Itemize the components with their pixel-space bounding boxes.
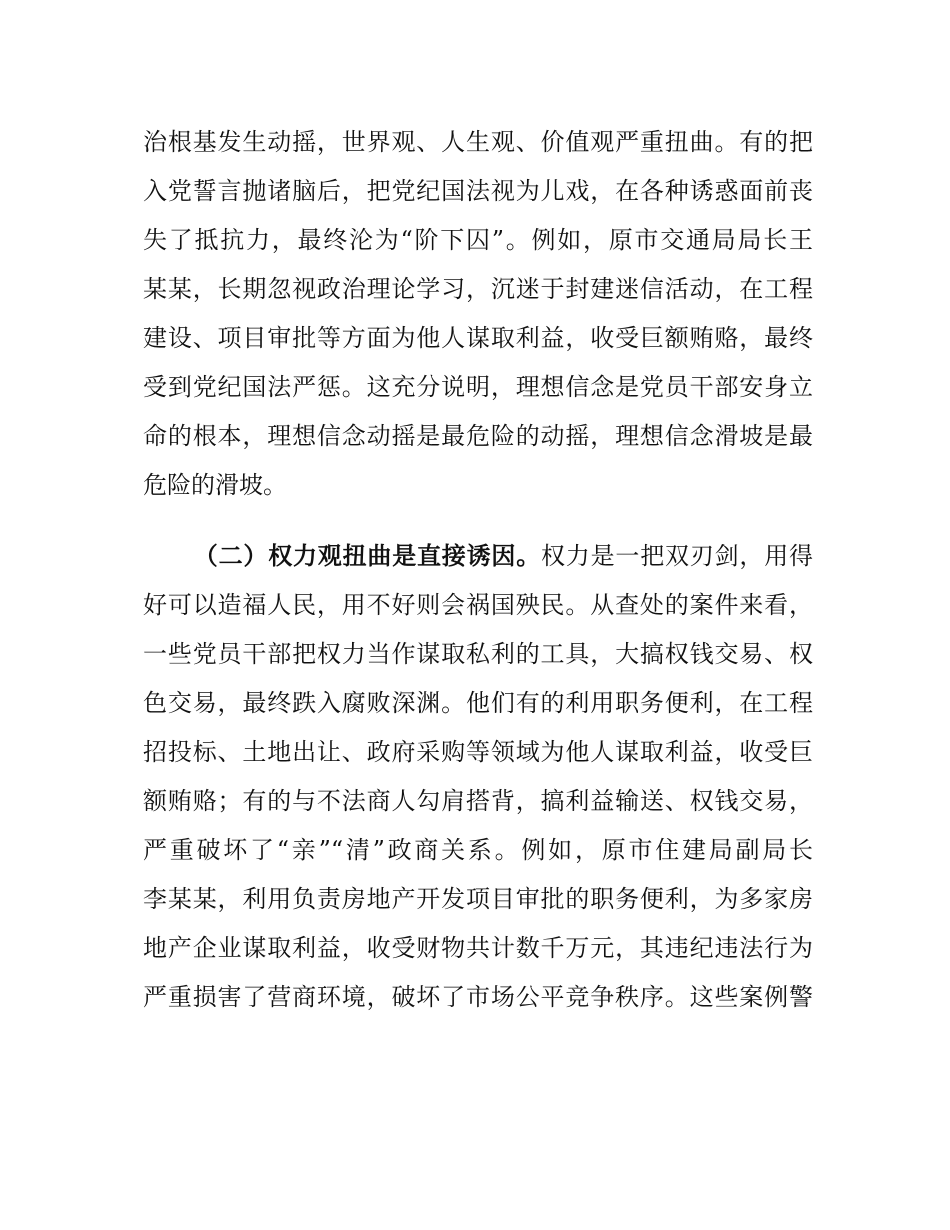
text-line: 失了抵抗力，最终沦为“阶下囚”。例如，原市交通局局长王 [143,226,813,254]
text-line: 建设、项目审批等方面为他人谋取利益，收受巨额贿赂，最终 [143,324,813,352]
text-line: 危险的滑坡。 [143,471,287,499]
text-line: 李某某，利用负责房地产开发项目审批的职务便利，为多家房 [143,885,813,913]
text-line: 严重破坏了“亲”“清”政商关系。例如，原市住建局副局长 [143,836,813,864]
text-line: 一些党员干部把权力当作谋取私利的工具，大搞权钱交易、权 [143,640,813,668]
paragraph-power-view [143,532,813,1022]
text-line: 某某，长期忽视政治理论学习，沉迷于封建迷信活动，在工程 [143,275,813,303]
section-heading: （二）权力观扭曲是直接诱因。 [193,542,541,570]
text-line: 严重损害了营商环境，破坏了市场公平竞争秩序。这些案例警 [143,983,813,1011]
text-line: 色交易，最终跌入腐败深渊。他们有的利用职务便利，在工程 [143,689,813,717]
text-line: 入党誓言抛诸脑后，把党纪国法视为儿戏，在各种诱惑面前丧 [143,177,813,205]
text-line: 额贿赂；有的与不法商人勾肩搭背，搞利益输送、权钱交易， [143,787,813,815]
text-line: 地产企业谋取利益，收受财物共计数千万元，其违纪违法行为 [143,934,813,962]
heading-continuation: 权力是一把双刃剑，用得 [541,542,813,570]
text-line: 命的根本，理想信念动摇是最危险的动摇，理想信念滑坡是最 [143,422,813,450]
text-line: 受到党纪国法严惩。这充分说明，理想信念是党员干部安身立 [143,373,813,401]
text-line: 治根基发生动摇，世界观、人生观、价值观严重扭曲。有的把 [143,128,813,156]
text-line-first [143,532,813,581]
text-line: 好可以造福人民，用不好则会祸国殃民。从查处的案件来看， [143,591,813,619]
text-line: 招投标、土地出让、政府采购等领域为他人谋取利益，收受巨 [143,738,813,766]
paragraph-ideals [143,118,813,510]
